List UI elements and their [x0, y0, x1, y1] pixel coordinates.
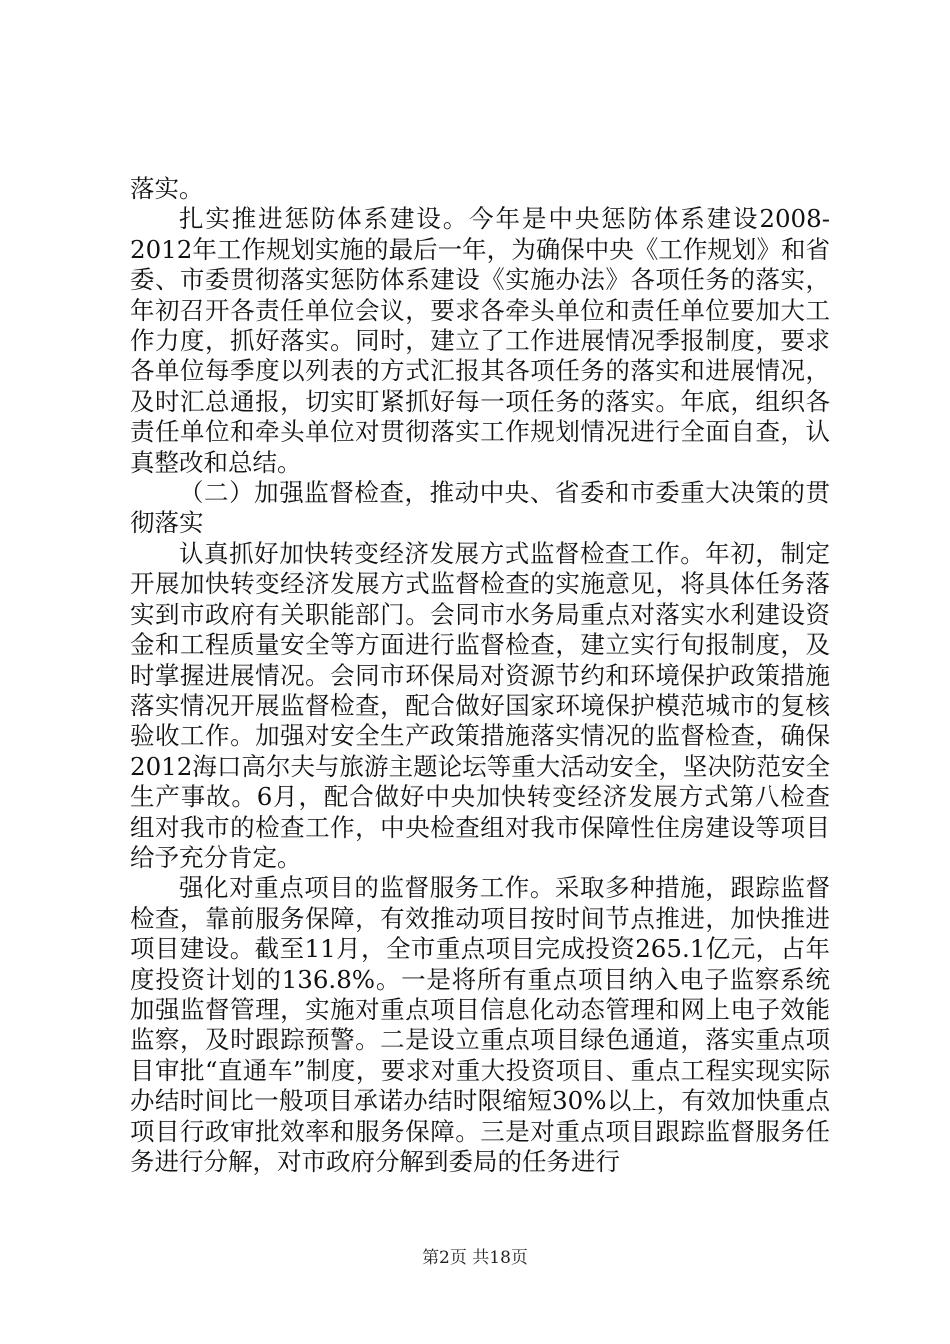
paragraph-economic-supervision: 认真抓好加快转变经济发展方式监督检查工作。年初，制定开展加快转变经济发展方式监督检查的实施意见，将具体任务落实到市政府有关职能部门。会同市水务局重点对落实水利建设资金和工程质量安全等方面进行监督检查，建立实行旬报制度，及时掌握进展情况。会同市环保局对资源节约和环境保护政策措施落实情况开展监督检查，配合做好国家环境保护模范城市的复核验收工作。加强对安全生产政策措施落实情况的监督检查，确保2012海口高尔夫与旅游主题论坛等重大活动安全，坚决防范安全生产事故。6月，配合做好中央加快转变经济发展方式第八检查组对我市的检查工作，中央检查组对我市保障性住房建设等项目给予充分肯定。: [130, 538, 830, 872]
paragraph-anti-corruption: 扎实推进惩防体系建设。今年是中央惩防体系建设2008-2012年工作规划实施的最后一年，为确保中央《工作规划》和省委、市委贯彻落实惩防体系建设《实施办法》各项任务的落实，年初召开各责任单位会议，要求各牵头单位和责任单位要加大工作力度，抓好落实。同时，建立了工作进展情况季报制度，要求各单位每季度以列表的方式汇报其各项任务的落实和进展情况，及时汇总通报，切实盯紧抓好每一项任务的落实。年底，组织各责任单位和牵头单位对贯彻落实工作规划情况进行全面自查，认真整改和总结。: [130, 204, 830, 477]
section-heading-2: （二）加强监督检查，推动中央、省委和市委重大决策的贯彻落实: [130, 478, 830, 538]
paragraph-continuation: 落实。: [130, 174, 204, 203]
document-body: [130, 174, 830, 1177]
page-footer: 第2页 共18页: [422, 1248, 528, 1268]
paragraph-key-projects: 强化对重点项目的监督服务工作。采取多种措施，跟踪监督检查，靠前服务保障，有效推动项目按时间节点推进，加快推进项目建设。截至11月，全市重点项目完成投资265.1亿元，占年度投资计划的136.8%。一是将所有重点项目纳入电子监察系统加强监督管理，实施对重点项目信息化动态管理和网上电子效能监察，及时跟踪预警。二是设立重点项目绿色通道，落实重点项目审批“直通车”制度，要求对重大投资项目、重点工程实现实际办结时间比一般项目承诺办结时限缩短30%以上，有效加快重点项目行政审批效率和服务保障。三是对重点项目跟踪监督服务任务进行分解，对市政府分解到委局的任务进行: [130, 873, 830, 1176]
